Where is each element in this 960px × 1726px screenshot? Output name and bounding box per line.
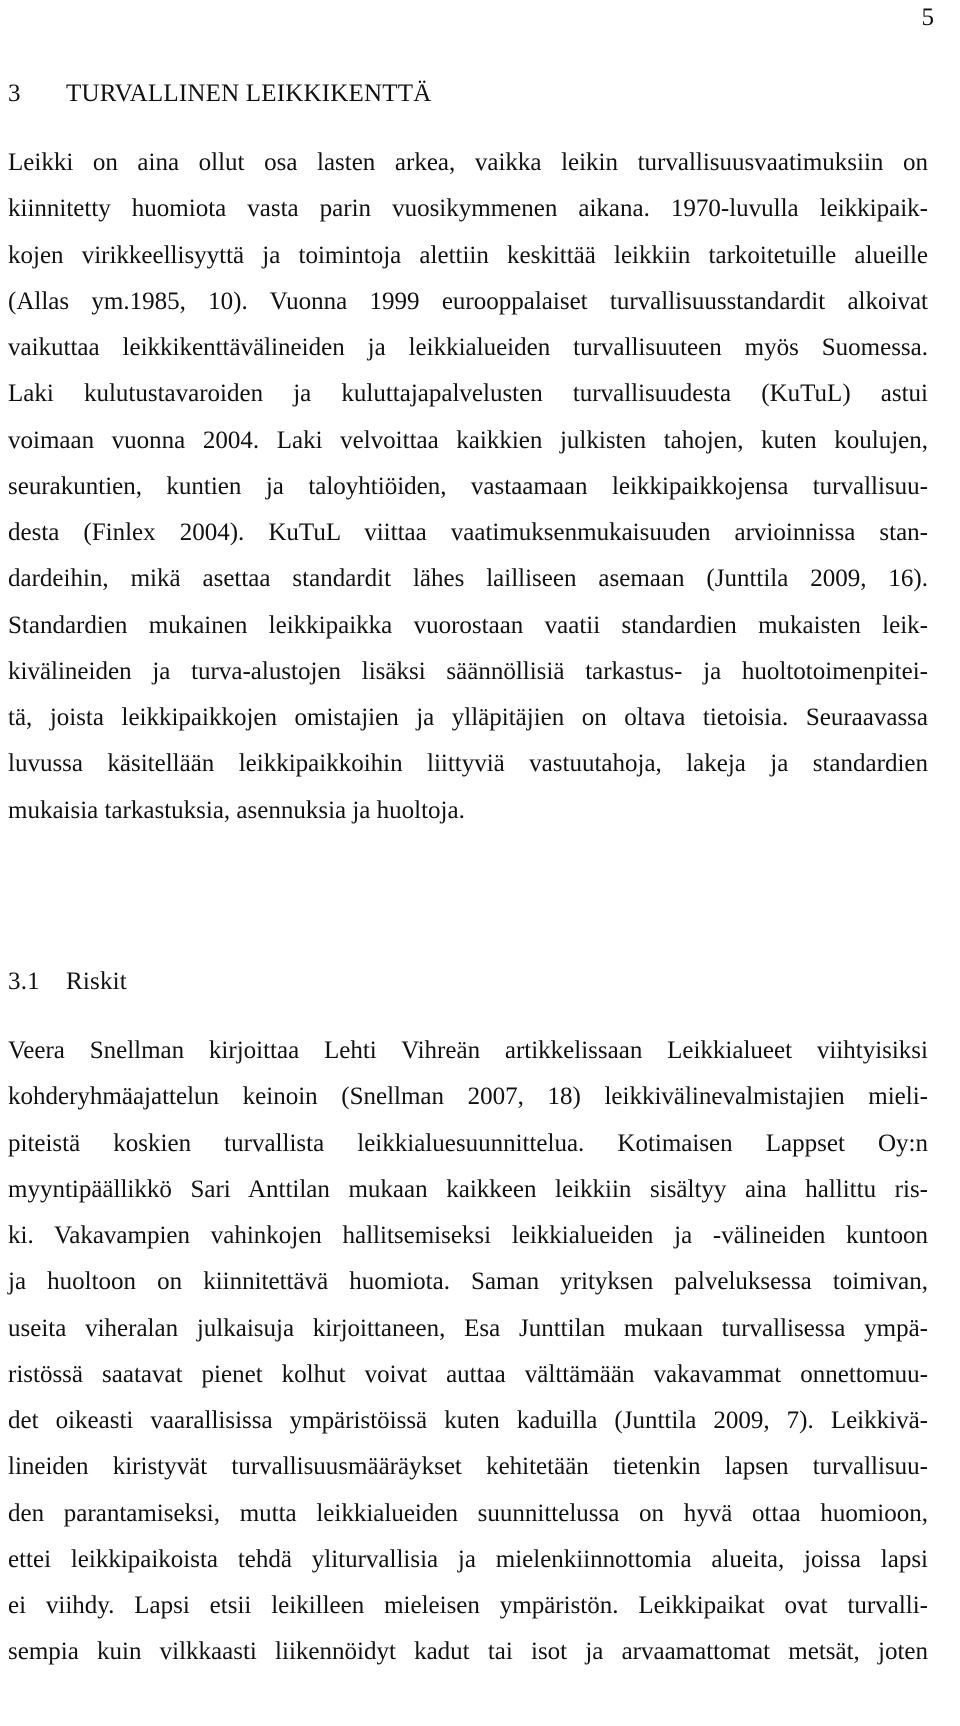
section-title: TURVALLINEN LEIKKIKENTTÄ	[66, 80, 432, 107]
section-heading	[8, 80, 431, 108]
section-number: 3	[8, 80, 21, 107]
subsection-title: Riskit	[66, 968, 127, 995]
paragraph-line: tä, joista leikkipaikkojen omistajien ja ylläpitäjien on oltava tietoisia. Seuraavassa	[8, 704, 928, 731]
paragraph-line: ettei leikkipaikoista tehdä yliturvallisia ja mielenkiinnottomia alueita, joissa lapsi	[8, 1546, 928, 1573]
paragraph-line: kojen virikkeellisyyttä ja toimintoja alettiin keskittää leikkiin tarkoitetuille alueille	[8, 242, 928, 269]
paragraph-line: ja huoltoon on kiinnitettävä huomiota. Saman yrityksen palveluksessa toimivan,	[8, 1268, 928, 1295]
paragraph-line: kivälineiden ja turva-alustojen lisäksi säännöllisiä tarkastus- ja huoltotoimenpitei-	[8, 658, 928, 685]
paragraph-line: seurakuntien, kuntien ja taloyhtiöiden, vastaamaan leikkipaikkojensa turvallisuu-	[8, 473, 928, 500]
paragraph-line: lineiden kiristyvät turvallisuusmääräykset kehitetään tietenkin lapsen turvallisuu-	[8, 1453, 928, 1480]
paragraph-line: ki. Vakavampien vahinkojen hallitsemiseksi leikkialueiden ja -välineiden kuntoon	[8, 1222, 928, 1249]
subsection-number: 3.1	[8, 968, 40, 995]
paragraph-line: Veera Snellman kirjoittaa Lehti Vihreän artikkelissaan Leikkialueet viihtyisiksi	[8, 1037, 928, 1064]
paragraph-line: voimaan vuonna 2004. Laki velvoittaa kaikkien julkisten tahojen, kuten koulujen,	[8, 427, 928, 454]
subsection-heading	[8, 968, 127, 996]
paragraph-line: Standardien mukainen leikkipaikka vuorostaan vaatii standardien mukaisten leik-	[8, 612, 928, 639]
paragraph-line: luvussa käsitellään leikkipaikkoihin liittyviä vastuutahoja, lakeja ja standardien	[8, 750, 928, 777]
page-number: 5	[921, 4, 934, 31]
paragraph-line: Laki kulutustavaroiden ja kuluttajapalvelusten turvallisuudesta (KuTuL) astui	[8, 380, 928, 407]
paragraph-line: Leikki on aina ollut osa lasten arkea, vaikka leikin turvallisuusvaatimuksiin on	[8, 149, 928, 176]
paragraph-line: ristössä saatavat pienet kolhut voivat auttaa välttämään vakavammat onnettomuu-	[8, 1361, 928, 1388]
paragraph-line: kohderyhmäajattelun keinoin (Snellman 2007, 18) leikkivälinevalmistajien mieli-	[8, 1083, 928, 1110]
paragraph-line: kiinnitetty huomiota vasta parin vuosikymmenen aikana. 1970-luvulla leikkipaik-	[8, 195, 928, 222]
paragraph-line: (Allas ym.1985, 10). Vuonna 1999 eurooppalaiset turvallisuusstandardit alkoivat	[8, 288, 928, 315]
paragraph-line: piteistä koskien turvallista leikkialuesuunnittelua. Kotimaisen Lappset Oy:n	[8, 1130, 928, 1157]
paragraph-line: det oikeasti vaarallisissa ympäristöissä kuten kaduilla (Junttila 2009, 7). Leikkivä-	[8, 1407, 928, 1434]
paragraph-line: myyntipäällikkö Sari Anttilan mukaan kaikkeen leikkiin sisältyy aina hallittu ris-	[8, 1176, 928, 1203]
paragraph-line: ei viihdy. Lapsi etsii leikilleen mieleisen ympäristön. Leikkipaikat ovat turvalli-	[8, 1592, 928, 1619]
paragraph-line: mukaisia tarkastuksia, asennuksia ja huoltoja.	[8, 797, 465, 824]
paragraph-line: sempia kuin vilkkaasti liikennöidyt kadut tai isot ja arvaamattomat metsät, joten	[8, 1638, 928, 1665]
paragraph-line: useita viheralan julkaisuja kirjoittaneen, Esa Junttilan mukaan turvallisessa ympä-	[8, 1315, 928, 1342]
paragraph-line: vaikuttaa leikkikenttävälineiden ja leikkialueiden turvallisuuteen myös Suomessa.	[8, 334, 928, 361]
paragraph-line: dardeihin, mikä asettaa standardit lähes lailliseen asemaan (Junttila 2009, 16).	[8, 565, 928, 592]
paragraph-line: desta (Finlex 2004). KuTuL viittaa vaatimuksenmukaisuuden arvioinnissa stan-	[8, 519, 928, 546]
paragraph-line: den parantamiseksi, mutta leikkialueiden suunnittelussa on hyvä ottaa huomioon,	[8, 1500, 928, 1527]
